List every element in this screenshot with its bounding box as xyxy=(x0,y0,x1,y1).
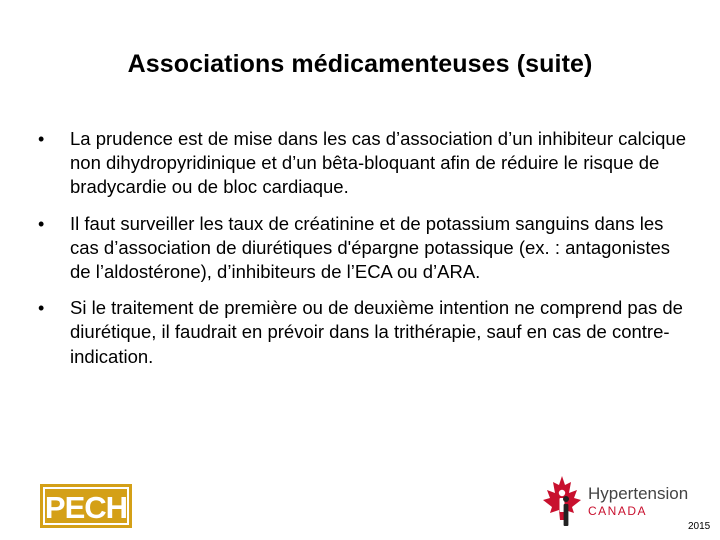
bullet-item xyxy=(38,296,688,369)
bullet-list xyxy=(38,127,688,381)
hypertension-country: CANADA xyxy=(588,504,648,518)
slide-title: Associations médicamenteuses (suite) xyxy=(127,50,593,78)
bullet-dot-icon: • xyxy=(38,213,45,234)
svg-text:PECH: PECH xyxy=(44,490,128,525)
bullet-text: Il faut surveiller les taux de créatinine et de potassium sanguins dans les cas d’association de diurétiques d'épargne potassique (ex. : antagonistes de l’aldostérone), d’inhibiteurs de l’ECA ou d’ARA. xyxy=(70,212,671,283)
bullet-dot-icon: • xyxy=(38,129,45,149)
bullet-item xyxy=(38,127,688,200)
pech-logo xyxy=(40,484,132,528)
bullet-text: Si le traitement de première ou de deuxième intention ne comprend pas de diurétique, il faudrait en prévoir dans la trithérapie, sauf en cas de contre-indication. xyxy=(70,297,683,367)
bullet-item xyxy=(38,212,688,285)
slide-year: 2015 xyxy=(688,521,711,532)
hypertension-name: Hypertension xyxy=(588,484,689,503)
bullet-text: La prudence est de mise dans les cas d’association d’un inhibiteur calcique non dihydropyridinique et d’un bêta-bloquant afin de réduire le risque de bradycardie ou de bloc cardiaque. xyxy=(70,128,687,198)
bullet-dot-icon: • xyxy=(38,298,45,319)
